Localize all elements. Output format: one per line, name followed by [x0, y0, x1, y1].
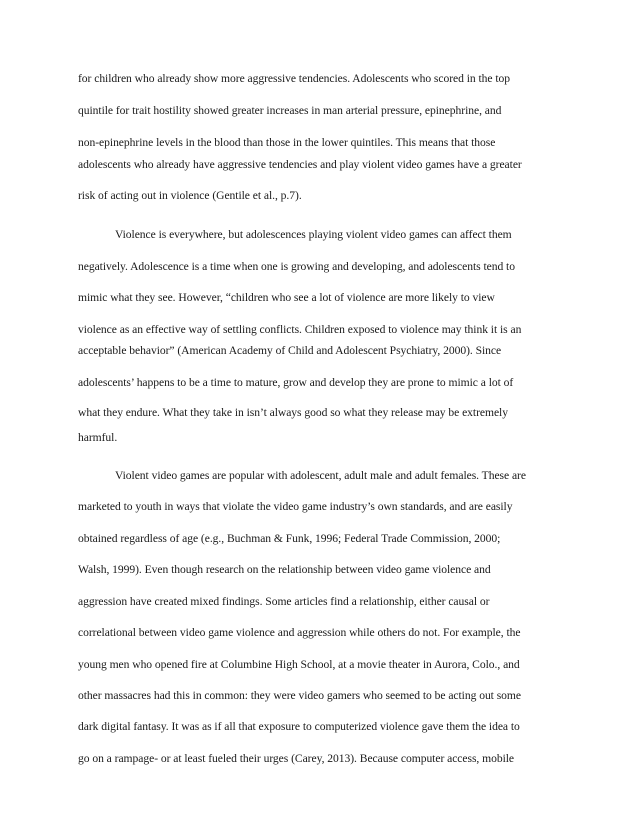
text-line: harmful.: [78, 431, 118, 444]
text-line: Violent video games are popular with adolescent, adult male and adult females. These are: [115, 469, 526, 482]
text-line: for children who already show more aggressive tendencies. Adolescents who scored in the top: [78, 72, 511, 85]
text-line: aggression have created mixed findings. Some articles find a relationship, either causal or: [78, 595, 490, 608]
text-line: correlational between video game violence and aggression while others do not. For example, the: [78, 626, 521, 639]
text-line: negatively. Adolescence is a time when one is growing and developing, and adolescents tend to: [78, 260, 515, 273]
text-line: obtained regardless of age (e.g., Buchman & Funk, 1996; Federal Trade Commission, 2000;: [78, 532, 501, 545]
text-line: Walsh, 1999). Even though research on the relationship between video game violence and: [78, 563, 491, 576]
text-line: adolescents who already have aggressive tendencies and play violent video games have a greater: [78, 158, 522, 171]
text-line: other massacres had this in common: they were video gamers who seemed to be acting out some: [78, 689, 521, 702]
text-line: non-epinephrine levels in the blood than those in the lower quintiles. This means that those: [78, 136, 496, 149]
text-line: violence as an effective way of settling conflicts. Children exposed to violence may think it is an: [78, 323, 522, 336]
text-line: marketed to youth in ways that violate the video game industry’s own standards, and are easily: [78, 500, 513, 513]
text-line: what they endure. What they take in isn’t always good so what they release may be extremely: [78, 406, 508, 419]
text-line: dark digital fantasy. It was as if all that exposure to computerized violence gave them the idea to: [78, 720, 520, 733]
text-line: risk of acting out in violence (Gentile et al., p.7).: [78, 189, 302, 202]
text-line: adolescents’ happens to be a time to mature, grow and develop they are prone to mimic a lot of: [78, 376, 514, 389]
text-line: Violence is everywhere, but adolescences playing violent video games can affect them: [115, 228, 512, 241]
text-line: go on a rampage- or at least fueled their urges (Carey, 2013). Because computer access, mobile: [78, 752, 515, 765]
text-line: acceptable behavior” (American Academy of Child and Adolescent Psychiatry, 2000). Since: [78, 344, 502, 357]
text-line: mimic what they see. However, “children who see a lot of violence are more likely to view: [78, 291, 495, 304]
text-line: young men who opened fire at Columbine High School, at a movie theater in Aurora, Colo., and: [78, 658, 520, 671]
text-line: quintile for trait hostility showed greater increases in man arterial pressure, epinephrine, and: [78, 104, 502, 117]
